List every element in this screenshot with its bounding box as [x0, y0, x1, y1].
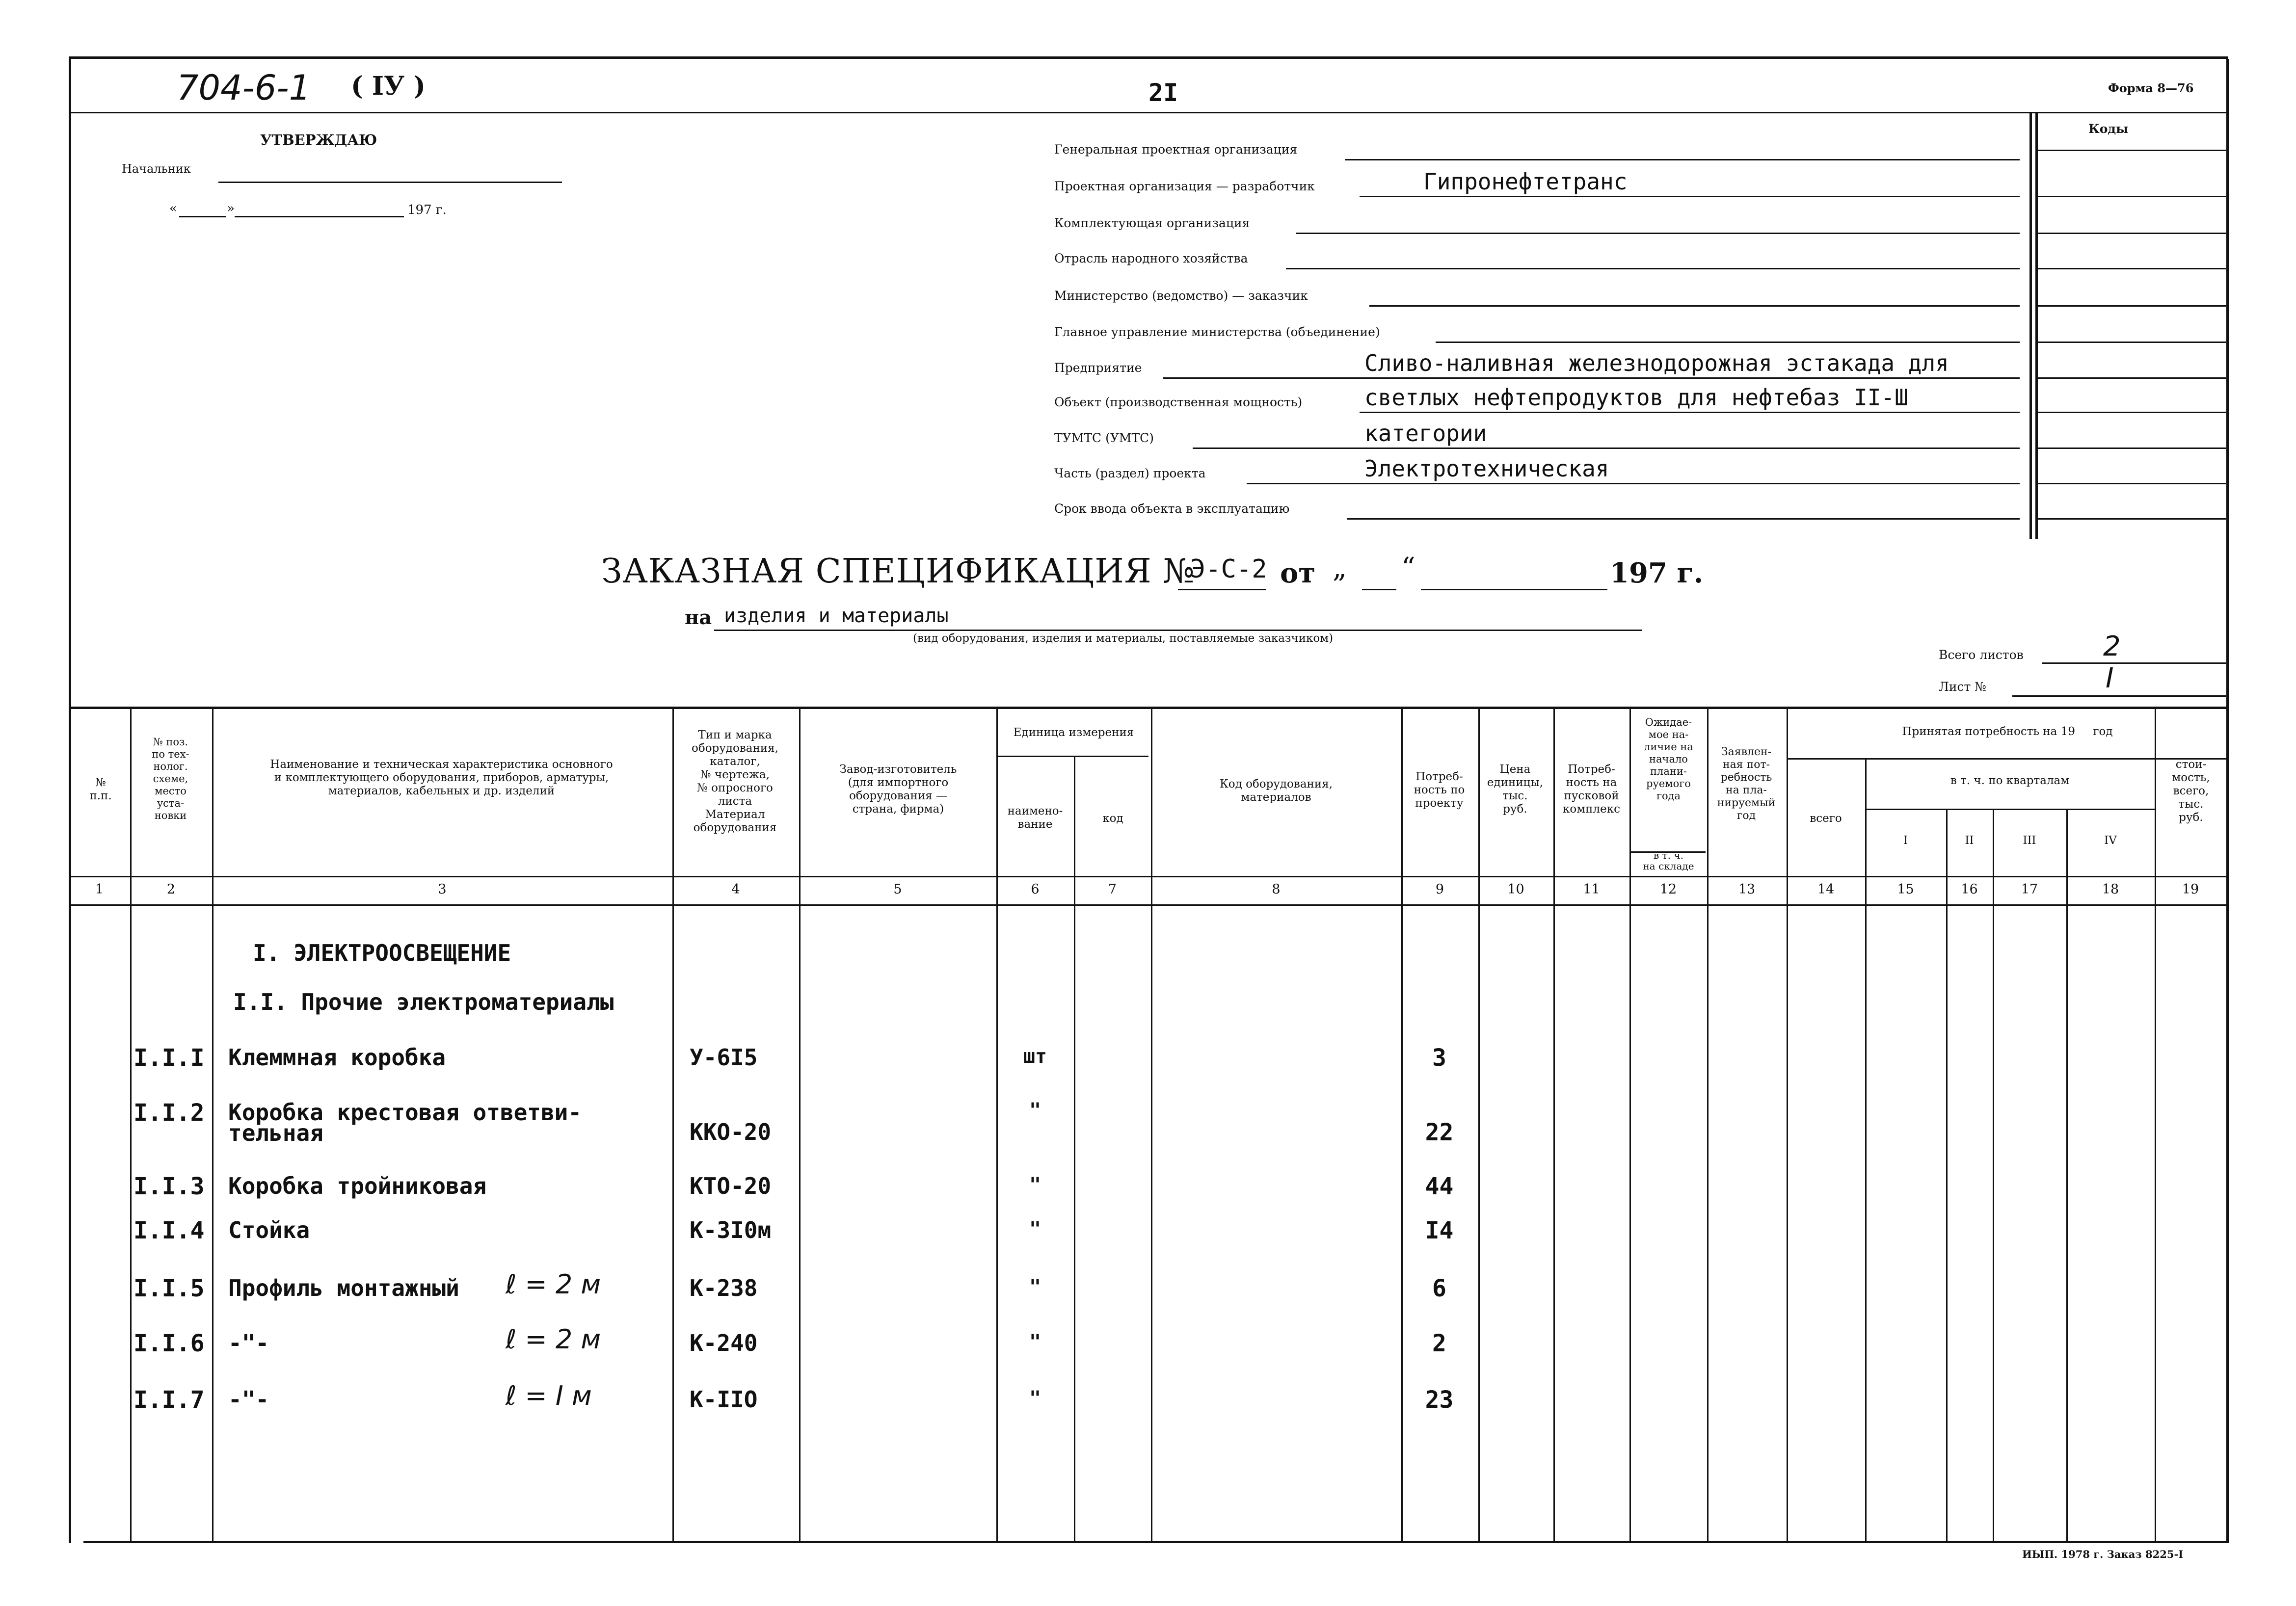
header-c8: Код оборудования, материалов: [1219, 778, 1333, 804]
org-field: [1054, 501, 1289, 516]
print-info: ИЫП. 1978 г. Заказ 8225-I: [2022, 1548, 2184, 1560]
column-number: 5: [893, 882, 902, 897]
org-field-label: Часть (раздел) проекта: [1054, 466, 1206, 480]
sheet-label: Лист №: [1939, 680, 1986, 694]
org-field: [1054, 466, 1206, 480]
header-c9: Потреб- ность по проекту: [1414, 770, 1465, 810]
header-c1: № п.п.: [89, 776, 112, 802]
header-c18: IV: [2104, 834, 2117, 847]
document-code: 704-6-1: [177, 68, 311, 108]
row-position: I.I.5: [133, 1275, 205, 1302]
row-unit: ": [1029, 1276, 1041, 1298]
header-c11: Потреб- ность на пусковой комплекс: [1563, 763, 1620, 816]
row-unit: ": [1029, 1331, 1041, 1353]
column-number: 3: [438, 882, 447, 897]
org-field-value: Сливо-наливная железнодорожная эстакада для: [1364, 350, 1949, 376]
row-length: ℓ = 2 м: [506, 1324, 601, 1355]
row-qty: 3: [1432, 1044, 1446, 1072]
total-sheets-value: 2: [2103, 631, 2121, 662]
org-field: [1054, 142, 1297, 157]
org-field: [1054, 431, 1154, 445]
column-number: 13: [1738, 882, 1756, 897]
spec-for-caption: (вид оборудования, изделия и материалы, поставляемые заказчиком): [913, 632, 1334, 645]
spec-for-value: изделия и материалы: [724, 605, 949, 627]
header-c19: стои- мость, всего, тыс. руб.: [2172, 758, 2210, 824]
row-type: К-238: [690, 1275, 758, 1301]
spec-title: ЗАКАЗНАЯ СПЕЦИФИКАЦИЯ №: [601, 552, 1195, 591]
spec-number: Э-С-2: [1190, 554, 1267, 584]
org-field-label: ТУМТС (УМТС): [1054, 431, 1154, 445]
column-number: 15: [1897, 882, 1914, 897]
row-name: -"-: [228, 1386, 269, 1413]
header-c4: Тип и марка оборудования, каталог, № чертежа, № опросного листа Материал оборудования: [692, 729, 778, 834]
column-number: 7: [1108, 882, 1117, 897]
form-number: Форма 8—76: [2108, 81, 2194, 95]
org-field-label: Комплектующая организация: [1054, 216, 1250, 230]
section-title: I. ЭЛЕКТРООСВЕЩЕНИЕ: [253, 940, 511, 966]
document-volume: ( IУ ): [351, 71, 426, 101]
org-field-value: светлых нефтепродуктов для нефтебаз II-Ш: [1364, 384, 1908, 411]
header-c14-18: Принятая потребность на 19 год: [1902, 725, 2113, 738]
row-type: ККО-20: [690, 1119, 772, 1145]
row-position: I.I.6: [133, 1330, 205, 1357]
org-field: [1054, 361, 1142, 375]
header-c7: код: [1102, 812, 1123, 825]
subsection-title: I.I. Прочие электроматериалы: [233, 989, 614, 1015]
org-field: [1054, 395, 1302, 409]
org-field-label: Проектная организация — разработчик: [1054, 179, 1315, 193]
spec-from: от: [1280, 557, 1316, 589]
row-qty: 23: [1425, 1386, 1454, 1414]
header-c3: Наименование и техническая характеристика основного и комплектующего оборудования, приборов, арматуры, материалов, кабельных и др. изделий: [270, 758, 613, 797]
row-qty: I4: [1425, 1217, 1454, 1244]
org-field-value: категории: [1364, 420, 1487, 447]
column-number: 6: [1031, 882, 1040, 897]
row-qty: 44: [1425, 1173, 1454, 1200]
approval-title: УТВЕРЖДАЮ: [260, 132, 377, 148]
column-number: 18: [2102, 882, 2119, 897]
header-c6-7: Единица измерения: [1013, 726, 1134, 739]
column-number: 11: [1583, 882, 1600, 897]
column-number: 19: [2182, 882, 2199, 897]
row-name: Профиль монтажный: [228, 1275, 459, 1301]
org-field-label: Предприятие: [1054, 361, 1142, 375]
row-name: Коробка тройниковая: [228, 1173, 487, 1199]
spec-quote-close: “: [1401, 552, 1415, 584]
org-field-label: Объект (производственная мощность): [1054, 395, 1303, 409]
row-qty: 6: [1432, 1275, 1446, 1302]
org-field-label: Главное управление министерства (объединение): [1054, 325, 1380, 339]
row-position: I.I.I: [133, 1044, 205, 1072]
org-field: [1054, 251, 1248, 265]
column-number: 16: [1961, 882, 1978, 897]
row-position: I.I.7: [133, 1386, 205, 1414]
approval-date-quote-close: »: [227, 201, 235, 216]
org-field-label: Отрасль народного хозяйства: [1054, 251, 1248, 265]
row-type: У-6I5: [690, 1044, 758, 1071]
codes-header: Коды: [2088, 122, 2129, 136]
column-number: 2: [166, 882, 176, 897]
row-type: К-IIO: [690, 1386, 758, 1413]
org-field-label: Срок ввода объекта в эксплуатацию: [1054, 501, 1290, 516]
total-sheets-label: Всего листов: [1939, 648, 2024, 662]
column-number: 10: [1507, 882, 1524, 897]
row-name: Коробка крестовая ответви-: [228, 1099, 582, 1126]
approval-chief-label: Начальник: [122, 162, 191, 176]
header-c15-18: в т. ч. по кварталам: [1950, 774, 2070, 787]
row-length: ℓ = 2 м: [506, 1269, 601, 1300]
column-number: 4: [731, 882, 740, 897]
column-number: 12: [1659, 882, 1677, 897]
header-c5: Завод-изготовитель (для импортного оборудования — страна, фирма): [839, 763, 957, 816]
header-c16: II: [1965, 834, 1974, 847]
spec-quote-open: „: [1333, 552, 1347, 584]
spec-for-label: на: [685, 606, 712, 629]
header-c12b: в т. ч. на складе: [1643, 849, 1694, 872]
header-c13: Заявлен- ная пот- ребность на пла- нируемый год: [1717, 746, 1776, 822]
row-position: I.I.4: [133, 1217, 205, 1244]
column-number: 17: [2021, 882, 2038, 897]
header-c17: III: [2023, 834, 2036, 847]
column-number: 14: [1817, 882, 1835, 897]
org-field-value: Электротехническая: [1364, 455, 1609, 482]
org-field-value: Гипронефтетранс: [1423, 168, 1628, 195]
sheet-value: I: [2106, 662, 2114, 694]
column-number: 9: [1435, 882, 1444, 897]
header-c12: Ожидае- мое на- личие на начало плани- руемого года: [1644, 716, 1693, 802]
row-name: -"-: [228, 1330, 269, 1356]
row-unit: ": [1029, 1174, 1041, 1196]
org-field-label: Министерство (ведомство) — заказчик: [1054, 289, 1308, 303]
column-number: 8: [1272, 882, 1281, 897]
row-type: К-240: [690, 1330, 758, 1356]
row-unit: шт: [1023, 1045, 1047, 1068]
org-field: [1054, 325, 1380, 339]
org-field: [1054, 216, 1250, 230]
header-c6: наимено- вание: [1007, 805, 1063, 831]
approval-date-quote-open: «: [169, 201, 177, 216]
row-name: Клеммная коробка: [228, 1044, 446, 1071]
row-unit: ": [1029, 1218, 1041, 1240]
org-field: [1054, 289, 1308, 303]
row-type: К-3I0м: [690, 1217, 772, 1243]
row-length: ℓ = I м: [506, 1380, 592, 1411]
row-type: КТО-20: [690, 1173, 772, 1199]
org-field: [1054, 179, 1315, 193]
org-field-label: Генеральная проектная организация: [1054, 142, 1298, 157]
row-unit: ": [1029, 1099, 1041, 1122]
spec-year: 197 г.: [1610, 557, 1704, 589]
row-position: I.I.3: [133, 1173, 205, 1200]
row-position: I.I.2: [133, 1099, 205, 1127]
header-c14: всего: [1810, 812, 1842, 825]
row-unit: ": [1029, 1387, 1041, 1410]
header-c2: № поз. по тех- нолог. схеме, место уста- новки: [152, 736, 189, 821]
row-qty: 22: [1425, 1119, 1454, 1146]
page-number: 2I: [1148, 79, 1178, 107]
row-qty: 2: [1432, 1330, 1446, 1357]
row-name-cont: тельная: [228, 1120, 323, 1146]
header-c10: Цена единицы, тыс. руб.: [1487, 763, 1544, 816]
approval-year: 197 г.: [407, 203, 447, 217]
header-c15: I: [1903, 834, 1908, 847]
column-number: 1: [95, 882, 104, 897]
row-name: Стойка: [228, 1217, 310, 1243]
